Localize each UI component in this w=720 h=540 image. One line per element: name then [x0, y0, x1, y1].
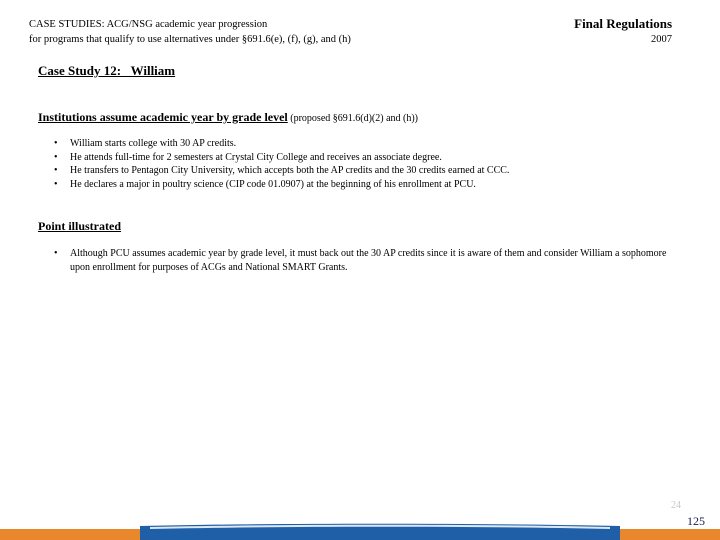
bullet-text: Although PCU assumes academic year by grade level, it must back out the 30 AP credits since it is aware of them and consider William a sophomore upon enrollment for purposes of ACGs and National SMART Grants.	[70, 248, 667, 273]
section-1-heading-sub: (proposed §691.6(d)(2) and (h))	[287, 113, 419, 124]
section-2-heading	[38, 219, 121, 234]
bullet-item	[38, 164, 638, 178]
regulations-year: 2007	[651, 34, 672, 45]
header-left	[29, 17, 351, 47]
footer-swoosh-bar	[0, 521, 720, 540]
case-study-title: Case Study 12: William	[38, 63, 176, 78]
section-1-bullets	[38, 137, 638, 191]
bullet-icon: •	[54, 138, 58, 149]
header-right	[574, 15, 672, 47]
page-number: 125	[687, 514, 705, 528]
section-2-bullets	[38, 247, 683, 274]
bullet-item	[38, 247, 683, 274]
bullet-text: He attends full-time for 2 semesters at Crystal City College and receives an associate degree.	[70, 151, 442, 163]
section-1-heading-text: Institutions assume academic year by grade level	[38, 110, 288, 124]
bullet-text: He transfers to Pentagon City University, which accepts both the AP credits and the 30 credits earned at CCC.	[70, 165, 510, 176]
bullet-item	[38, 137, 638, 151]
bullet-text: He declares a major in poultry science (CIP code 01.0907) at the beginning of his enrollment at PCU.	[70, 178, 476, 190]
header-line-2: for programs that qualify to use alternatives under §691.6(e), (f), (g), and (h)	[29, 34, 351, 45]
section-1-heading	[38, 110, 418, 125]
bullet-icon: •	[54, 178, 58, 190]
regulations-title: Final Regulations	[574, 16, 672, 31]
bullet-icon: •	[54, 248, 58, 259]
bullet-item	[38, 151, 638, 165]
slide-page-number: 24	[671, 500, 681, 511]
bullet-item	[38, 178, 638, 192]
bullet-icon: •	[54, 151, 58, 163]
header-line-1: CASE STUDIES: ACG/NSG academic year progression	[29, 19, 268, 30]
bullet-icon: •	[54, 165, 58, 176]
bullet-text: William starts college with 30 AP credits.	[70, 138, 237, 149]
section-2-heading-text: Point illustrated	[38, 219, 121, 233]
